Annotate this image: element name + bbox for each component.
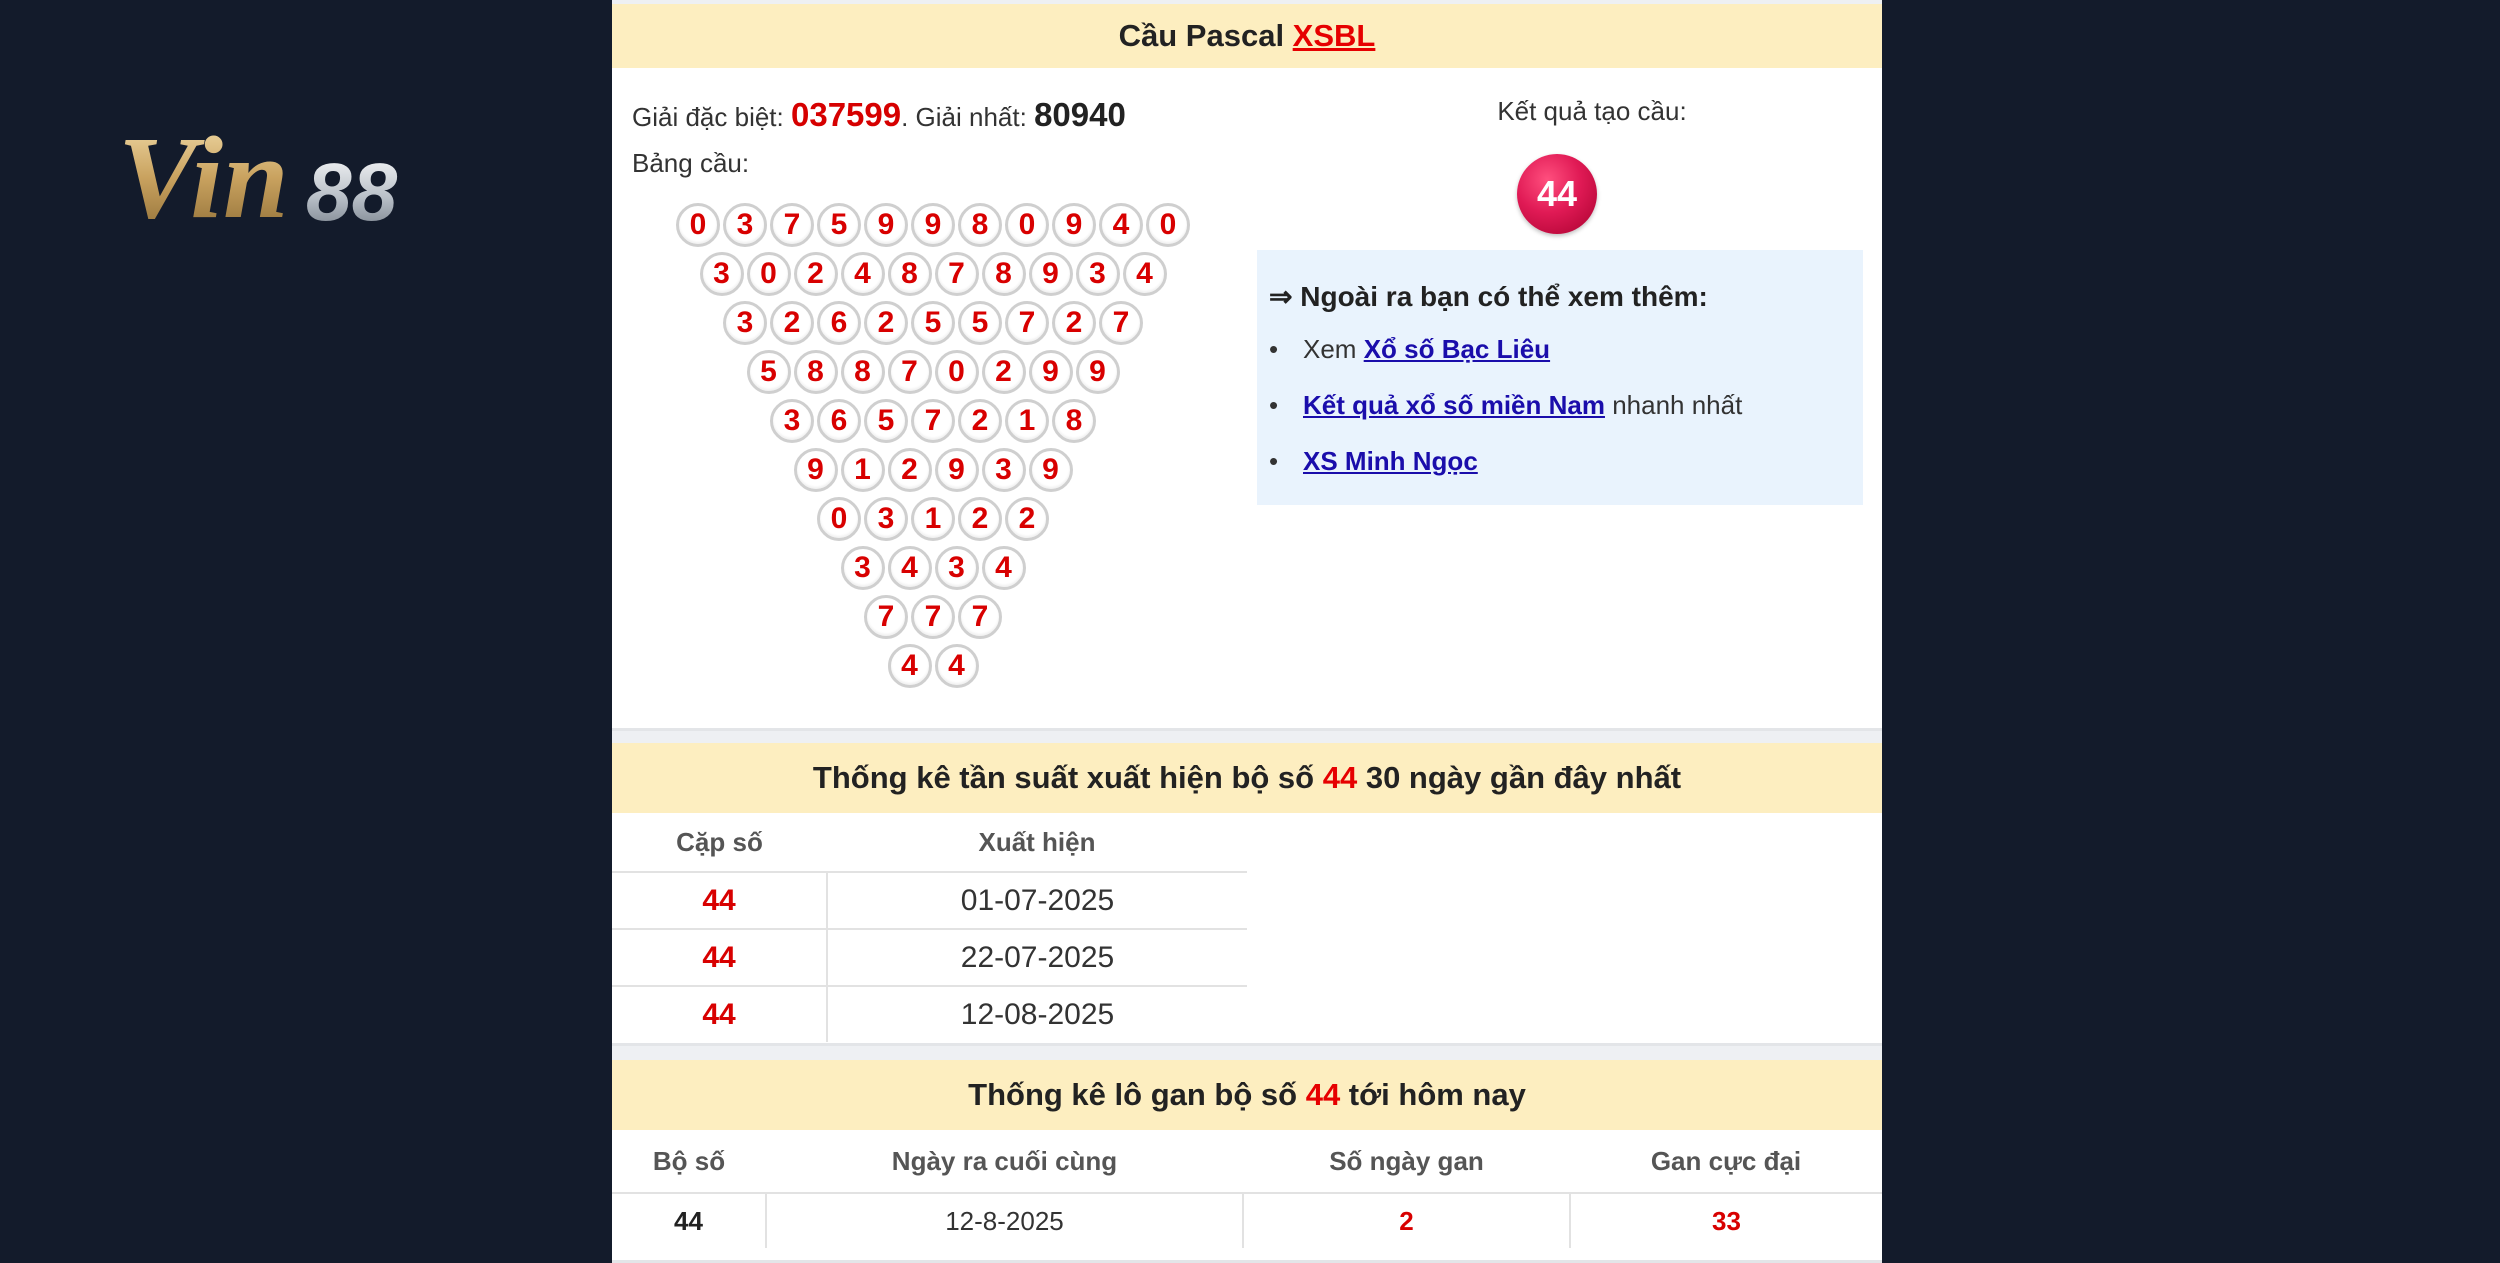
pyramid-cell: 6 (817, 301, 861, 345)
result-ball: 44 (1517, 154, 1597, 234)
col-set: Bộ số (652, 1145, 726, 1176)
frequency-title-number: 44 (1322, 760, 1358, 795)
item-prefix: Xem (1303, 334, 1364, 364)
gan-header (612, 1060, 1882, 1130)
result-label: Kết quả tạo cầu: (1497, 96, 1687, 126)
days-cell: 2 (1243, 1193, 1570, 1248)
bullet: • (1269, 334, 1279, 364)
pyramid-cell: 7 (911, 399, 955, 443)
bullet: • (1269, 390, 1279, 420)
xsbl-link[interactable]: XSBL (1292, 18, 1376, 53)
pyramid-cell: 0 (1005, 203, 1049, 247)
pyramid-cell: 7 (935, 252, 979, 296)
pyramid-cell: 3 (864, 497, 908, 541)
pyramid-cell: 8 (982, 252, 1026, 296)
pyramid-cell: 4 (982, 546, 1026, 590)
frequency-title-prefix: Thống kê tần suất xuất hiện bộ số (812, 760, 1323, 795)
pair-cell: 44 (612, 986, 827, 1042)
see-more-title: ⇒ Ngoài ra bạn có thể xem thêm: (1269, 281, 1708, 312)
pyramid-cell: 9 (794, 448, 838, 492)
pyramid-cell: 2 (1052, 301, 1096, 345)
col-pair: Cặp số (676, 826, 763, 857)
table-row (612, 986, 1247, 1042)
pyramid-cell: 2 (770, 301, 814, 345)
pyramid-cell: 0 (1146, 203, 1190, 247)
pyramid-cell: 5 (817, 203, 861, 247)
gan-title-number: 44 (1305, 1077, 1341, 1112)
pyramid-cell: 9 (864, 203, 908, 247)
col-last-date: Ngày ra cuối cùng (891, 1145, 1118, 1176)
pyramid-cell: 4 (935, 644, 979, 688)
col-max: Gan cực đại (1650, 1145, 1802, 1176)
pyramid-cell: 5 (911, 301, 955, 345)
frequency-table (612, 813, 1247, 1042)
date-cell: 12-08-2025 (827, 986, 1247, 1042)
pyramid-cell: 9 (1076, 350, 1120, 394)
pascal-panel (612, 4, 1882, 731)
pyramid-cell: 7 (1005, 301, 1049, 345)
pyramid-cell: 7 (864, 595, 908, 639)
pyramid-cell: 4 (1123, 252, 1167, 296)
date-cell: 01-07-2025 (827, 872, 1247, 929)
logo-88-text: 88 (306, 147, 398, 238)
pyramid-cell: 6 (817, 399, 861, 443)
pyramid-cell: 3 (723, 203, 767, 247)
logo-vin-text: Vin (118, 112, 289, 242)
pyramid-cell: 0 (935, 350, 979, 394)
max-cell: 33 (1570, 1193, 1882, 1248)
see-more-box (1257, 250, 1863, 505)
pyramid-cell: 3 (700, 252, 744, 296)
frequency-panel (612, 743, 1882, 1046)
col-appear: Xuất hiện (978, 826, 1096, 857)
pyramid-cell: 2 (794, 252, 838, 296)
first-prize-value: 80940 (1034, 96, 1126, 133)
first-prize-label: . Giải nhất: (901, 102, 1035, 132)
table-row (612, 1193, 1882, 1248)
pyramid-cell: 8 (841, 350, 885, 394)
pyramid-cell: 3 (935, 546, 979, 590)
pascal-pyramid (612, 4, 1232, 728)
pascal-title: Cầu Pascal (1118, 18, 1293, 53)
special-prize-value: 037599 (790, 96, 902, 133)
pair-cell: 44 (612, 872, 827, 929)
xo-so-bac-lieu-link[interactable]: Xổ số Bạc Liêu (1363, 334, 1551, 364)
last-date-cell: 12-8-2025 (766, 1193, 1243, 1248)
pyramid-cell: 4 (1099, 203, 1143, 247)
pyramid-cell: 5 (864, 399, 908, 443)
pyramid-cell: 7 (911, 595, 955, 639)
pyramid-cell: 1 (841, 448, 885, 492)
pyramid-cell: 9 (1052, 203, 1096, 247)
pyramid-cell: 3 (723, 301, 767, 345)
see-more-item (1269, 390, 1742, 421)
pyramid-cell: 2 (864, 301, 908, 345)
pyramid-cell: 9 (911, 203, 955, 247)
pyramid-cell: 2 (982, 350, 1026, 394)
pyramid-cell: 5 (747, 350, 791, 394)
pyramid-cell: 8 (1052, 399, 1096, 443)
gan-panel (612, 1060, 1882, 1263)
pyramid-cell: 0 (817, 497, 861, 541)
pyramid-cell: 4 (888, 644, 932, 688)
gan-title-prefix: Thống kê lô gan bộ số (968, 1077, 1306, 1112)
pyramid-cell: 8 (794, 350, 838, 394)
pyramid-cell: 0 (676, 203, 720, 247)
pyramid-cell: 4 (841, 252, 885, 296)
pyramid-cell: 9 (1029, 448, 1073, 492)
see-more-item (1269, 446, 1478, 477)
xs-minh-ngoc-link[interactable]: XS Minh Ngọc (1303, 446, 1478, 476)
pyramid-cell: 2 (888, 448, 932, 492)
set-cell: 44 (612, 1193, 766, 1248)
pyramid-cell: 9 (935, 448, 979, 492)
pyramid-cell: 7 (888, 350, 932, 394)
pair-cell: 44 (612, 929, 827, 986)
special-prize-label: Giải đặc biệt: (632, 102, 791, 132)
pyramid-cell: 9 (1029, 350, 1073, 394)
ket-qua-mien-nam-link[interactable]: Kết quả xổ số miền Nam (1303, 390, 1605, 420)
pyramid-cell: 0 (747, 252, 791, 296)
frequency-title-suffix: 30 ngày gần đây nhất (1357, 760, 1682, 795)
pyramid-cell: 2 (958, 497, 1002, 541)
pyramid-cell: 7 (958, 595, 1002, 639)
board-label: Bảng cầu: (632, 148, 750, 178)
col-days: Số ngày gan (1329, 1145, 1484, 1176)
pyramid-cell: 3 (841, 546, 885, 590)
pyramid-cell: 4 (888, 546, 932, 590)
gan-table (612, 1130, 1882, 1248)
pyramid-cell: 8 (888, 252, 932, 296)
pyramid-cell: 3 (1076, 252, 1120, 296)
item-suffix: nhanh nhất (1604, 390, 1743, 420)
pyramid-cell: 3 (770, 399, 814, 443)
pyramid-cell: 2 (1005, 497, 1049, 541)
gan-title-suffix: tới hôm nay (1340, 1077, 1526, 1112)
pyramid-cell: 5 (958, 301, 1002, 345)
frequency-header (612, 743, 1882, 813)
pyramid-cell: 7 (1099, 301, 1143, 345)
pyramid-cell: 7 (770, 203, 814, 247)
date-cell: 22-07-2025 (827, 929, 1247, 986)
bullet: • (1269, 446, 1279, 476)
pyramid-cell: 8 (958, 203, 1002, 247)
pyramid-cell: 1 (1005, 399, 1049, 443)
pyramid-cell: 1 (911, 497, 955, 541)
table-row (612, 872, 1247, 929)
table-row (612, 929, 1247, 986)
pyramid-cell: 2 (958, 399, 1002, 443)
main-content (612, 0, 1882, 1250)
vin88-logo (118, 112, 488, 242)
pyramid-cell: 9 (1029, 252, 1073, 296)
see-more-item (1269, 334, 1550, 365)
pyramid-cell: 3 (982, 448, 1026, 492)
